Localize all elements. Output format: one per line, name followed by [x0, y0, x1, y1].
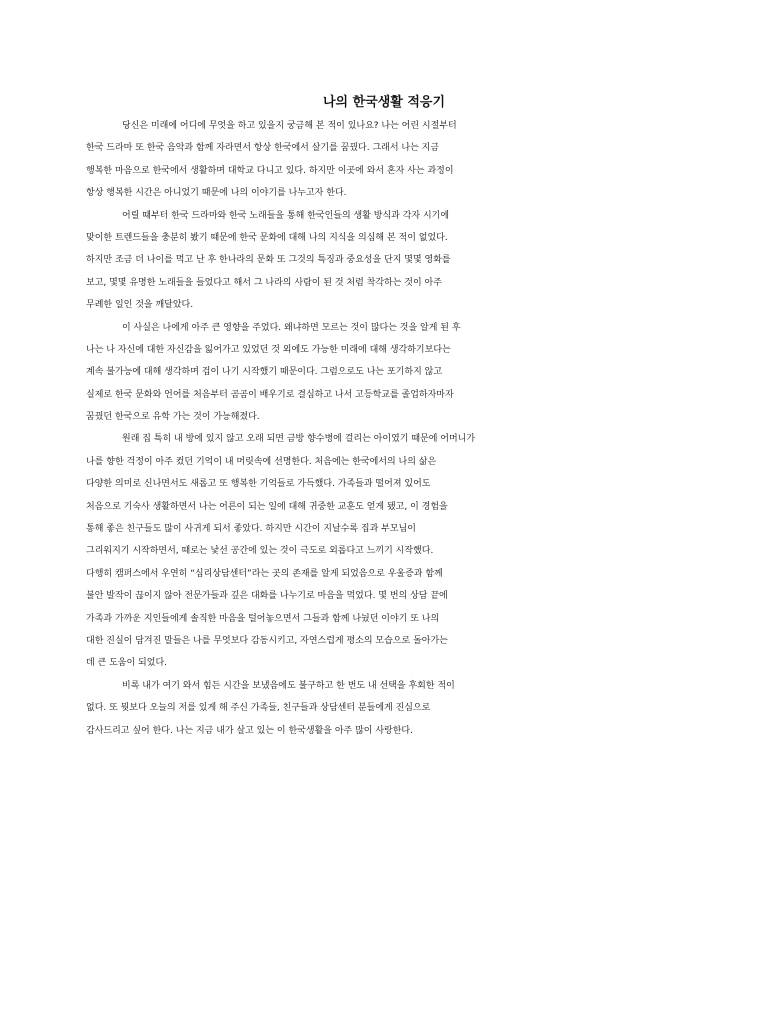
text-line: 대한 진실이 담겨진 말들은 나를 무엇보다 감동시키고, 자연스럽게 평소의 모습으로 돌아가는 — [86, 635, 448, 646]
text-line: 꿈꿨던 한국으로 유학 가는 것이 가능해졌다. — [86, 412, 260, 423]
text-line: 무례한 일인 것을 깨달았다. — [86, 300, 194, 311]
text-line: 없다. 또 뭣보다 오늘의 저를 있게 해 주신 가족들, 친구들과 상담센터 분들에게 진심으로 — [86, 703, 431, 714]
text-line: 보고, 몇몇 유명한 노래들을 들었다고 해서 그 나라의 사람이 된 것 처럼 착각하는 것이 아주 — [86, 277, 442, 288]
text-line: 비록 내가 여기 와서 힘든 시간을 보냈음에도 불구하고 한 번도 내 선택을 후회한 적이 — [122, 680, 455, 691]
text-line: 당신은 미래에 어디에 무엇을 하고 있을지 궁금해 본 적이 있나요? 나는 어린 시절부터 — [122, 121, 457, 131]
text-line: 그리워지기 시작하면서, 때로는 낯선 공간에 있는 것이 극도로 외롭다고 느끼기 시작했다. — [86, 546, 434, 557]
text-line: 이 사실은 나에게 아주 큰 영향을 주었다. 왜냐하면 모르는 것이 많다는 것을 알게 된 후 — [122, 322, 461, 333]
text-line: 불안 발작이 끊이지 않아 전문가들과 깊은 대화를 나누기로 마음을 먹었다. 몇 번의 상담 끝에 — [86, 591, 448, 602]
document-title: 나의 한국생활 적응기 — [322, 95, 446, 110]
text-line: 감사드리고 싶어 한다. 나는 지금 내가 살고 있는 이 한국생활을 아주 많이 사랑한다. — [86, 725, 413, 736]
text-line: 어릴 때부터 한국 드라마와 한국 노래들을 통해 한국인들의 생활 방식과 각자 시기에 — [122, 210, 450, 221]
text-line: 원래 집 특히 내 방에 있지 않고 오래 되면 금방 향수병에 걸리는 아이였기 때문에 어머니가 — [122, 434, 476, 445]
text-line: 데 큰 도움이 되었다. — [86, 658, 167, 669]
text-line: 행복한 마음으로 한국에서 생활하며 대학교 다니고 있다. 하지만 이곳에 와서 혼자 사는 과정이 — [86, 165, 454, 176]
text-line: 통해 좋은 친구들도 많이 사귀게 되서 좋았다. 하지만 시간이 지날수록 집과 부모님이 — [86, 524, 416, 535]
text-line: 하지만 조금 더 나이를 먹고 난 후 한나라의 문화 또 그것의 특징과 중요성을 단지 몇몇 영화를 — [86, 255, 451, 266]
text-line: 실제로 한국 문화와 언어를 처음부터 곰곰이 배우기로 결심하고 나서 고등학교를 졸업하자마자 — [86, 389, 454, 400]
text-line: 항상 행복한 시간은 아니었기 때문에 나의 이야기를 나누고자 한다. — [86, 188, 347, 199]
text-line: 나를 향한 걱정이 아주 컸던 기억이 내 머릿속에 선명한다. 처음에는 한국에서의 나의 삶은 — [86, 456, 437, 467]
text-line: 다행히 캠퍼스에서 우연히 “심리상담센터”라는 곳의 존재를 알게 되었음으로 우울증과 함께 — [86, 568, 443, 579]
text-line: 맞이한 트렌드들을 충분히 봤기 때문에 한국 문화에 대해 나의 지식을 의심해 본 적이 없었다. — [86, 232, 448, 243]
text-line: 한국 드라마 또 한국 음악과 함께 자라면서 항상 한국에서 살기를 꿈꿨다. 그래서 나는 지금 — [86, 143, 440, 154]
text-line: 계속 불가능에 대해 생각하며 겁이 나기 시작했기 때문이다. 그럼으로도 나는 포기하지 않고 — [86, 367, 443, 378]
document-body — [86, 115, 768, 742]
text-line: 가족과 가까운 지인들에게 솔직한 마음을 털어놓으면서 그들과 함께 나눴던 이야기 또 나의 — [86, 613, 440, 624]
text-line: 처음으로 기숙사 생활하면서 나는 어른이 되는 일에 대해 귀중한 교훈도 얻게 됐고, 이 경험을 — [86, 501, 448, 512]
text-line: 나는 나 자신에 대한 자신감을 잃어가고 있었던 것 외에도 가능한 미래에 대해 생각하기보다는 — [86, 344, 451, 355]
text-line: 다양한 의미로 신나면서도 새롭고 또 행복한 기억들로 가득했다. 가족들과 떨어져 있어도 — [86, 479, 431, 490]
